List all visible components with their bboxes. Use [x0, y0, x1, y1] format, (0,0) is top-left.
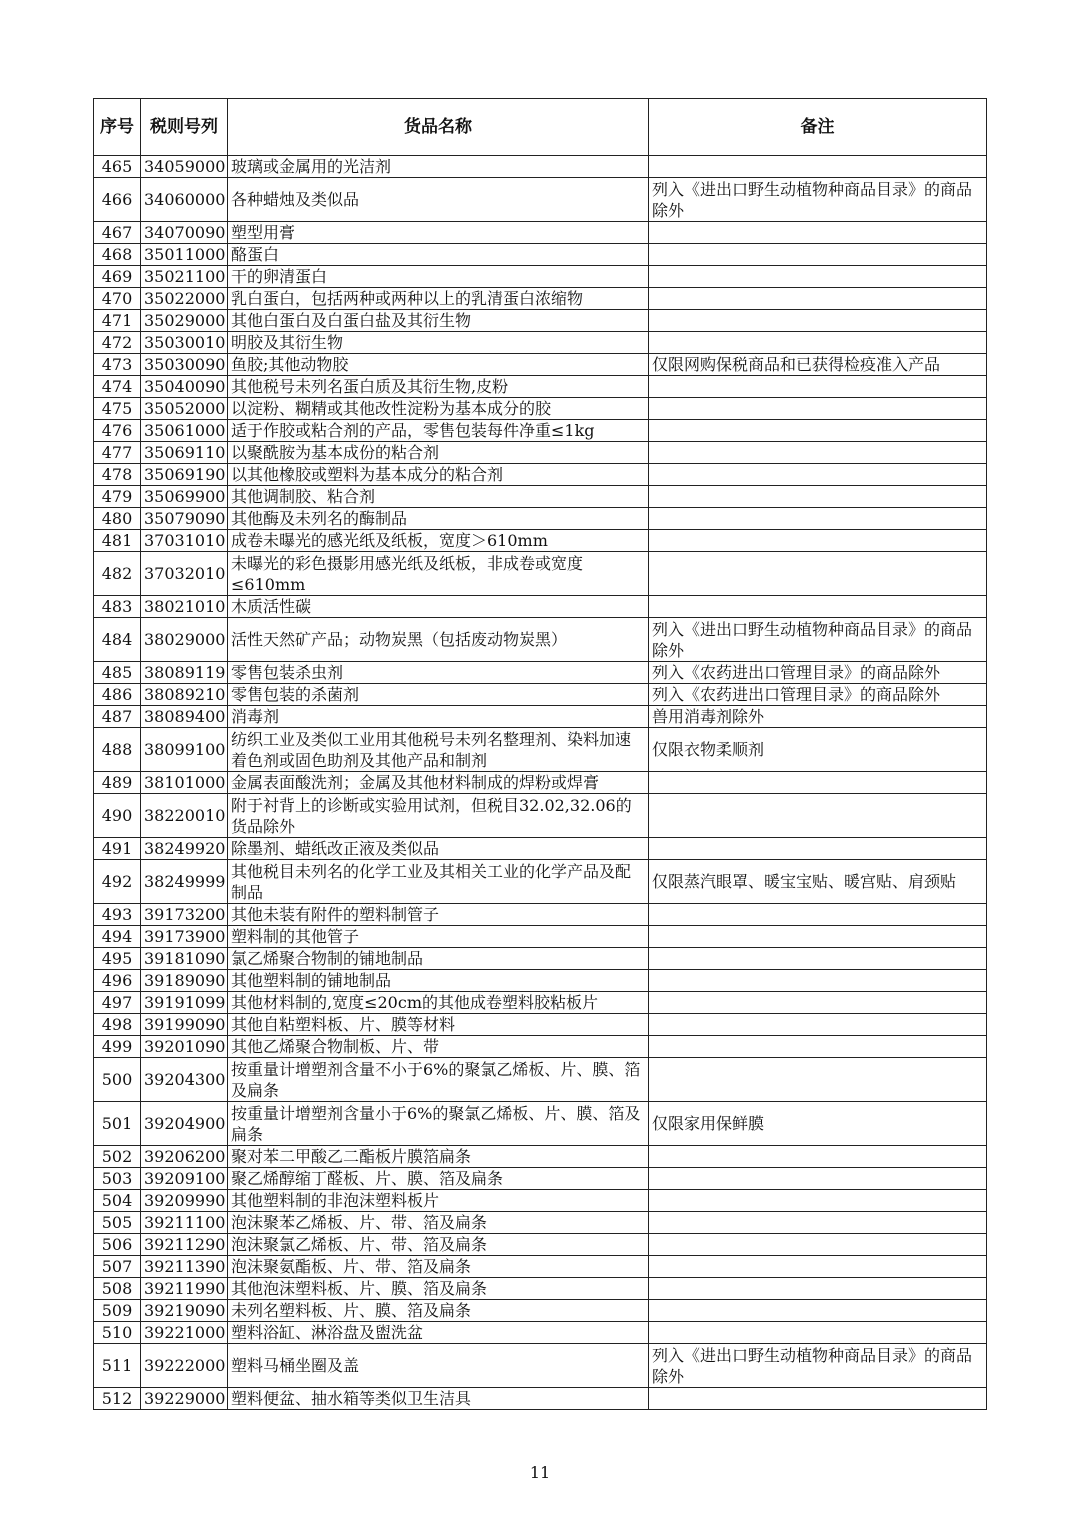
row-remarks — [649, 1212, 987, 1234]
table-row — [94, 1036, 987, 1058]
row-remarks: 列入《进出口野生动植物种商品目录》的商品除外 — [649, 618, 987, 662]
row-tariff-code: 39181090 — [141, 948, 228, 970]
table-row — [94, 420, 987, 442]
row-remarks — [649, 970, 987, 992]
row-serial: 479 — [94, 486, 141, 508]
row-serial: 480 — [94, 508, 141, 530]
table-row — [94, 178, 987, 222]
row-remarks — [649, 376, 987, 398]
table-row — [94, 1278, 987, 1300]
table-row — [94, 530, 987, 552]
row-serial: 471 — [94, 310, 141, 332]
row-serial: 511 — [94, 1344, 141, 1388]
row-remarks — [649, 508, 987, 530]
row-goods-name: 消毒剂 — [228, 706, 649, 728]
row-remarks — [649, 948, 987, 970]
table-row — [94, 1344, 987, 1388]
row-remarks — [649, 552, 987, 596]
row-tariff-code: 34059000 — [141, 156, 228, 178]
goods-table — [93, 98, 987, 1410]
row-remarks — [649, 332, 987, 354]
row-tariff-code: 38099100 — [141, 728, 228, 772]
table-row — [94, 684, 987, 706]
table-row — [94, 1102, 987, 1146]
row-remarks — [649, 486, 987, 508]
row-serial: 495 — [94, 948, 141, 970]
row-goods-name: 鱼胶;其他动物胶 — [228, 354, 649, 376]
row-tariff-code: 34060000 — [141, 178, 228, 222]
row-tariff-code: 38101000 — [141, 772, 228, 794]
row-remarks — [649, 926, 987, 948]
row-serial: 507 — [94, 1256, 141, 1278]
table-row — [94, 222, 987, 244]
table-row — [94, 1058, 987, 1102]
row-tariff-code: 39173200 — [141, 904, 228, 926]
row-serial: 502 — [94, 1146, 141, 1168]
row-remarks — [649, 156, 987, 178]
row-tariff-code: 39199090 — [141, 1014, 228, 1036]
row-serial: 484 — [94, 618, 141, 662]
row-remarks: 列入《农药进出口管理目录》的商品除外 — [649, 662, 987, 684]
row-serial: 482 — [94, 552, 141, 596]
row-remarks — [649, 442, 987, 464]
row-tariff-code: 35069110 — [141, 442, 228, 464]
row-remarks: 列入《进出口野生动植物种商品目录》的商品除外 — [649, 178, 987, 222]
table-row — [94, 948, 987, 970]
row-tariff-code: 35030010 — [141, 332, 228, 354]
row-goods-name: 其他调制胶、粘合剂 — [228, 486, 649, 508]
row-serial: 467 — [94, 222, 141, 244]
row-tariff-code: 38021010 — [141, 596, 228, 618]
row-serial: 509 — [94, 1300, 141, 1322]
table-row — [94, 970, 987, 992]
row-remarks — [649, 244, 987, 266]
row-serial: 510 — [94, 1322, 141, 1344]
table-row — [94, 332, 987, 354]
row-remarks: 兽用消毒剂除外 — [649, 706, 987, 728]
table-row — [94, 1014, 987, 1036]
row-goods-name: 以聚酰胺为基本成份的粘合剂 — [228, 442, 649, 464]
row-goods-name: 乳白蛋白，包括两种或两种以上的乳清蛋白浓缩物 — [228, 288, 649, 310]
row-goods-name: 其他未装有附件的塑料制管子 — [228, 904, 649, 926]
header-goods-name: 货品名称 — [228, 99, 649, 156]
row-tariff-code: 38089210 — [141, 684, 228, 706]
table-row — [94, 442, 987, 464]
row-goods-name: 干的卵清蛋白 — [228, 266, 649, 288]
row-goods-name: 以其他橡胶或塑料为基本成分的粘合剂 — [228, 464, 649, 486]
table-row — [94, 508, 987, 530]
row-tariff-code: 39189090 — [141, 970, 228, 992]
row-serial: 504 — [94, 1190, 141, 1212]
row-goods-name: 其他塑料制的铺地制品 — [228, 970, 649, 992]
header-tariff-code: 税则号列 — [141, 99, 228, 156]
row-tariff-code: 38249999 — [141, 860, 228, 904]
table-row — [94, 1300, 987, 1322]
row-serial: 478 — [94, 464, 141, 486]
row-serial: 468 — [94, 244, 141, 266]
row-goods-name: 以淀粉、糊精或其他改性淀粉为基本成分的胶 — [228, 398, 649, 420]
row-serial: 476 — [94, 420, 141, 442]
row-goods-name: 成卷未曝光的感光纸及纸板，宽度＞610mm — [228, 530, 649, 552]
row-goods-name: 塑型用膏 — [228, 222, 649, 244]
row-remarks — [649, 1256, 987, 1278]
row-remarks — [649, 1014, 987, 1036]
table-row — [94, 1256, 987, 1278]
row-serial: 506 — [94, 1234, 141, 1256]
table-row — [94, 376, 987, 398]
row-tariff-code: 35040090 — [141, 376, 228, 398]
row-serial: 500 — [94, 1058, 141, 1102]
row-remarks: 列入《农药进出口管理目录》的商品除外 — [649, 684, 987, 706]
row-tariff-code: 35069900 — [141, 486, 228, 508]
row-tariff-code: 39222000 — [141, 1344, 228, 1388]
row-goods-name: 其他泡沫塑料板、片、膜、箔及扁条 — [228, 1278, 649, 1300]
row-serial: 493 — [94, 904, 141, 926]
row-serial: 469 — [94, 266, 141, 288]
row-goods-name: 其他乙烯聚合物制板、片、带 — [228, 1036, 649, 1058]
row-goods-name: 各种蜡烛及类似品 — [228, 178, 649, 222]
row-remarks — [649, 1036, 987, 1058]
table-row — [94, 288, 987, 310]
row-goods-name: 活性天然矿产品；动物炭黑（包括废动物炭黑） — [228, 618, 649, 662]
row-serial: 494 — [94, 926, 141, 948]
row-serial: 505 — [94, 1212, 141, 1234]
row-serial: 465 — [94, 156, 141, 178]
table-row — [94, 992, 987, 1014]
row-tariff-code: 37032010 — [141, 552, 228, 596]
row-remarks — [649, 310, 987, 332]
row-remarks — [649, 222, 987, 244]
table-row — [94, 596, 987, 618]
header-serial: 序号 — [94, 99, 141, 156]
row-tariff-code: 39173900 — [141, 926, 228, 948]
table-row — [94, 860, 987, 904]
row-remarks — [649, 1168, 987, 1190]
row-remarks — [649, 1146, 987, 1168]
row-goods-name: 适于作胶或粘合剂的产品，零售包装每件净重≤1kg — [228, 420, 649, 442]
row-goods-name: 未曝光的彩色摄影用感光纸及纸板，非成卷或宽度≤610mm — [228, 552, 649, 596]
table-row — [94, 926, 987, 948]
row-goods-name: 明胶及其衍生物 — [228, 332, 649, 354]
row-serial: 491 — [94, 838, 141, 860]
table-row — [94, 156, 987, 178]
table-row — [94, 1146, 987, 1168]
row-goods-name: 零售包装杀虫剂 — [228, 662, 649, 684]
row-serial: 470 — [94, 288, 141, 310]
table-row — [94, 1212, 987, 1234]
table-row — [94, 838, 987, 860]
row-tariff-code: 38220010 — [141, 794, 228, 838]
row-goods-name: 聚乙烯醇缩丁醛板、片、膜、箔及扁条 — [228, 1168, 649, 1190]
table-row — [94, 662, 987, 684]
row-remarks — [649, 992, 987, 1014]
row-goods-name: 其他自粘塑料板、片、膜等材料 — [228, 1014, 649, 1036]
table-row — [94, 706, 987, 728]
row-goods-name: 泡沫聚苯乙烯板、片、带、箔及扁条 — [228, 1212, 649, 1234]
table-row — [94, 794, 987, 838]
table-row — [94, 1234, 987, 1256]
row-goods-name: 其他材料制的,宽度≤20cm的其他成卷塑料胶粘板片 — [228, 992, 649, 1014]
row-serial: 481 — [94, 530, 141, 552]
row-goods-name: 零售包装的杀菌剂 — [228, 684, 649, 706]
row-tariff-code: 34070090 — [141, 222, 228, 244]
row-tariff-code: 39229000 — [141, 1388, 228, 1410]
row-serial: 487 — [94, 706, 141, 728]
row-remarks — [649, 420, 987, 442]
row-remarks — [649, 1058, 987, 1102]
row-serial: 501 — [94, 1102, 141, 1146]
table-row — [94, 464, 987, 486]
row-serial: 483 — [94, 596, 141, 618]
table-row — [94, 728, 987, 772]
row-remarks: 仅限家用保鲜膜 — [649, 1102, 987, 1146]
row-serial: 496 — [94, 970, 141, 992]
row-goods-name: 聚对苯二甲酸乙二酯板片膜箔扁条 — [228, 1146, 649, 1168]
row-remarks — [649, 1300, 987, 1322]
row-tariff-code: 39221000 — [141, 1322, 228, 1344]
row-goods-name: 氯乙烯聚合物制的铺地制品 — [228, 948, 649, 970]
row-tariff-code: 35021100 — [141, 266, 228, 288]
table-row — [94, 266, 987, 288]
row-goods-name: 按重量计增塑剂含量小于6%的聚氯乙烯板、片、膜、箔及扁条 — [228, 1102, 649, 1146]
row-tariff-code: 37031010 — [141, 530, 228, 552]
row-goods-name: 木质活性碳 — [228, 596, 649, 618]
row-goods-name: 其他酶及未列名的酶制品 — [228, 508, 649, 530]
table-body — [94, 156, 987, 1410]
row-remarks — [649, 904, 987, 926]
table-row — [94, 552, 987, 596]
row-tariff-code: 39201090 — [141, 1036, 228, 1058]
row-serial: 473 — [94, 354, 141, 376]
row-tariff-code: 35052000 — [141, 398, 228, 420]
row-tariff-code: 39206200 — [141, 1146, 228, 1168]
row-tariff-code: 35061000 — [141, 420, 228, 442]
page-number: 11 — [529, 1463, 551, 1482]
row-goods-name: 金属表面酸洗剂；金属及其他材料制成的焊粉或焊膏 — [228, 772, 649, 794]
row-serial: 477 — [94, 442, 141, 464]
table-row — [94, 354, 987, 376]
row-remarks — [649, 464, 987, 486]
row-goods-name: 塑料便盆、抽水箱等类似卫生洁具 — [228, 1388, 649, 1410]
row-tariff-code: 38089400 — [141, 706, 228, 728]
row-serial: 497 — [94, 992, 141, 1014]
row-goods-name: 纺织工业及类似工业用其他税号未列名整理剂、染料加速着色剂或固色助剂及其他产品和制剂 — [228, 728, 649, 772]
row-tariff-code: 35011000 — [141, 244, 228, 266]
row-goods-name: 泡沫聚氯乙烯板、片、带、箔及扁条 — [228, 1234, 649, 1256]
table-row — [94, 772, 987, 794]
row-serial: 512 — [94, 1388, 141, 1410]
row-serial: 508 — [94, 1278, 141, 1300]
row-tariff-code: 39211390 — [141, 1256, 228, 1278]
row-tariff-code: 39209990 — [141, 1190, 228, 1212]
row-tariff-code: 39191099 — [141, 992, 228, 1014]
table-row — [94, 1190, 987, 1212]
row-tariff-code: 38029000 — [141, 618, 228, 662]
header-remarks: 备注 — [649, 99, 987, 156]
row-tariff-code: 39211100 — [141, 1212, 228, 1234]
row-goods-name: 除墨剂、蜡纸改正液及类似品 — [228, 838, 649, 860]
row-tariff-code: 38089119 — [141, 662, 228, 684]
row-tariff-code: 35030090 — [141, 354, 228, 376]
row-remarks — [649, 794, 987, 838]
table-row — [94, 904, 987, 926]
row-serial: 489 — [94, 772, 141, 794]
row-goods-name: 其他白蛋白及白蛋白盐及其衍生物 — [228, 310, 649, 332]
table-header — [94, 99, 987, 156]
row-goods-name: 其他税目未列名的化学工业及其相关工业的化学产品及配制品 — [228, 860, 649, 904]
row-remarks: 仅限网购保税商品和已获得检疫准入产品 — [649, 354, 987, 376]
table-row — [94, 1322, 987, 1344]
row-serial: 466 — [94, 178, 141, 222]
header-row — [94, 99, 987, 156]
row-serial: 498 — [94, 1014, 141, 1036]
row-remarks — [649, 772, 987, 794]
row-tariff-code: 38249920 — [141, 838, 228, 860]
row-remarks: 仅限蒸汽眼罩、暖宝宝贴、暖宫贴、肩颈贴 — [649, 860, 987, 904]
row-goods-name: 酪蛋白 — [228, 244, 649, 266]
row-remarks — [649, 1234, 987, 1256]
table-row — [94, 1388, 987, 1410]
row-goods-name: 按重量计增塑剂含量不小于6%的聚氯乙烯板、片、膜、箔及扁条 — [228, 1058, 649, 1102]
row-goods-name: 附于衬背上的诊断或实验用试剂，但税目32.02,32.06的货品除外 — [228, 794, 649, 838]
row-remarks — [649, 1322, 987, 1344]
row-serial: 472 — [94, 332, 141, 354]
row-tariff-code: 35029000 — [141, 310, 228, 332]
row-remarks: 仅限衣物柔顺剂 — [649, 728, 987, 772]
row-goods-name: 塑料制的其他管子 — [228, 926, 649, 948]
table-row — [94, 618, 987, 662]
row-remarks — [649, 1278, 987, 1300]
row-serial: 488 — [94, 728, 141, 772]
row-remarks — [649, 288, 987, 310]
table-row — [94, 398, 987, 420]
row-tariff-code: 35079090 — [141, 508, 228, 530]
row-remarks — [649, 1388, 987, 1410]
table-row — [94, 1168, 987, 1190]
row-tariff-code: 39219090 — [141, 1300, 228, 1322]
row-goods-name: 其他税号未列名蛋白质及其衍生物,皮粉 — [228, 376, 649, 398]
row-tariff-code: 35069190 — [141, 464, 228, 486]
row-serial: 503 — [94, 1168, 141, 1190]
row-serial: 499 — [94, 1036, 141, 1058]
row-serial: 492 — [94, 860, 141, 904]
row-tariff-code: 39209100 — [141, 1168, 228, 1190]
row-goods-name: 塑料马桶坐圈及盖 — [228, 1344, 649, 1388]
table-row — [94, 486, 987, 508]
row-goods-name: 未列名塑料板、片、膜、箔及扁条 — [228, 1300, 649, 1322]
row-serial: 475 — [94, 398, 141, 420]
row-goods-name: 其他塑料制的非泡沫塑料板片 — [228, 1190, 649, 1212]
row-remarks — [649, 266, 987, 288]
table-row — [94, 244, 987, 266]
row-goods-name: 泡沫聚氨酯板、片、带、箔及扁条 — [228, 1256, 649, 1278]
row-serial: 485 — [94, 662, 141, 684]
row-tariff-code: 35022000 — [141, 288, 228, 310]
row-serial: 490 — [94, 794, 141, 838]
row-remarks — [649, 1190, 987, 1212]
row-remarks — [649, 838, 987, 860]
row-tariff-code: 39211290 — [141, 1234, 228, 1256]
row-remarks — [649, 398, 987, 420]
row-tariff-code: 39204900 — [141, 1102, 228, 1146]
row-remarks: 列入《进出口野生动植物种商品目录》的商品除外 — [649, 1344, 987, 1388]
row-goods-name: 塑料浴缸、淋浴盘及盥洗盆 — [228, 1322, 649, 1344]
row-remarks — [649, 596, 987, 618]
row-remarks — [649, 530, 987, 552]
table-row — [94, 310, 987, 332]
row-goods-name: 玻璃或金属用的光洁剂 — [228, 156, 649, 178]
row-serial: 474 — [94, 376, 141, 398]
row-serial: 486 — [94, 684, 141, 706]
row-tariff-code: 39204300 — [141, 1058, 228, 1102]
row-tariff-code: 39211990 — [141, 1278, 228, 1300]
